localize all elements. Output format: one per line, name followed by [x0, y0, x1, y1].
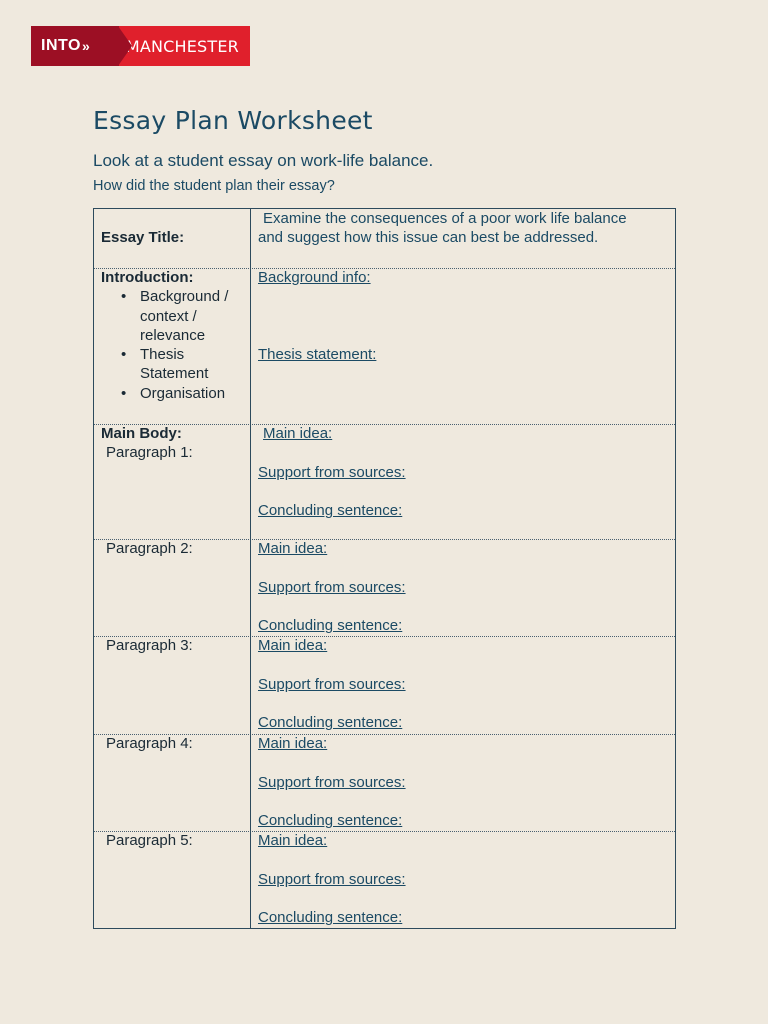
support-label: Support from sources: — [258, 870, 406, 888]
paragraph-1-content-cell[interactable] — [251, 424, 675, 539]
introduction-item: • Thesis Statement — [94, 345, 250, 384]
support-label: Support from sources: — [258, 773, 406, 791]
support-label: Support from sources: — [258, 675, 406, 693]
main-idea-label: Main idea: — [258, 735, 328, 752]
paragraph-1-label: Paragraph 1: — [106, 444, 193, 462]
essay-title-label: Essay Title: — [101, 229, 185, 246]
logo-city-block — [119, 26, 250, 66]
introduction-item: • Organisation — [94, 384, 250, 403]
logo-city-text: MANCHESTER — [125, 36, 239, 56]
page-subtitle: Look at a student essay on work-life balance. — [93, 151, 434, 170]
essay-title-label-cell — [94, 209, 251, 268]
main-idea-label: Main idea: — [258, 637, 328, 654]
paragraph-5-content-cell[interactable] — [251, 831, 675, 928]
table-row-paragraph-4 — [94, 734, 675, 832]
main-body-label: Main Body: — [101, 425, 182, 442]
table-row-paragraph-5 — [94, 831, 675, 928]
concluding-label: Concluding sentence: — [258, 502, 403, 520]
into-manchester-logo — [31, 26, 250, 66]
paragraph-2-content-cell[interactable] — [251, 539, 675, 636]
introduction-label-cell — [94, 268, 251, 424]
logo-into-block — [31, 26, 119, 66]
introduction-item: • Background / context / relevance — [94, 287, 250, 345]
page-question: How did the student plan their essay? — [93, 178, 335, 194]
support-label: Support from sources: — [258, 578, 406, 596]
introduction-content-cell[interactable] — [251, 268, 675, 424]
paragraph-3-label-cell — [94, 636, 251, 734]
main-idea-label: Main idea: — [258, 540, 328, 557]
paragraph-4-label: Paragraph 4: — [106, 735, 193, 752]
introduction-list — [94, 287, 250, 403]
paragraph-2-label-cell — [94, 539, 251, 636]
paragraph-2-label: Paragraph 2: — [106, 540, 193, 557]
main-idea-label: Main idea: — [258, 832, 328, 849]
page-title: Essay Plan Worksheet — [93, 106, 373, 135]
table-row-essay-title — [94, 209, 675, 269]
paragraph-5-label: Paragraph 5: — [106, 832, 193, 849]
paragraph-3-label: Paragraph 3: — [106, 637, 193, 654]
support-label: Support from sources: — [258, 463, 406, 481]
essay-plan-table — [93, 208, 676, 929]
concluding-label: Concluding sentence: — [258, 812, 403, 830]
logo-chevron-icon: » — [81, 38, 91, 54]
logo-into-text: INTO — [41, 37, 81, 54]
concluding-label: Concluding sentence: — [258, 909, 403, 927]
background-info-label: Background info: — [258, 269, 371, 286]
thesis-statement-label: Thesis statement: — [258, 346, 377, 364]
introduction-label: Introduction: — [101, 269, 194, 286]
table-row-paragraph-2 — [94, 539, 675, 637]
concluding-label: Concluding sentence: — [258, 714, 403, 732]
main-idea-label: Main idea: — [263, 425, 333, 442]
table-row-paragraph-1 — [94, 424, 675, 540]
essay-title-value-cell[interactable] — [251, 209, 675, 268]
paragraph-4-content-cell[interactable] — [251, 734, 675, 831]
paragraph-3-content-cell[interactable] — [251, 636, 675, 734]
concluding-label: Concluding sentence: — [258, 617, 403, 635]
paragraph-4-label-cell — [94, 734, 251, 831]
paragraph-1-label-cell — [94, 424, 251, 539]
table-row-introduction — [94, 268, 675, 425]
paragraph-5-label-cell — [94, 831, 251, 928]
table-row-paragraph-3 — [94, 636, 675, 735]
essay-title-value: Examine the consequences of a poor work life balance and suggest how this issue can best be addressed. — [258, 210, 627, 247]
